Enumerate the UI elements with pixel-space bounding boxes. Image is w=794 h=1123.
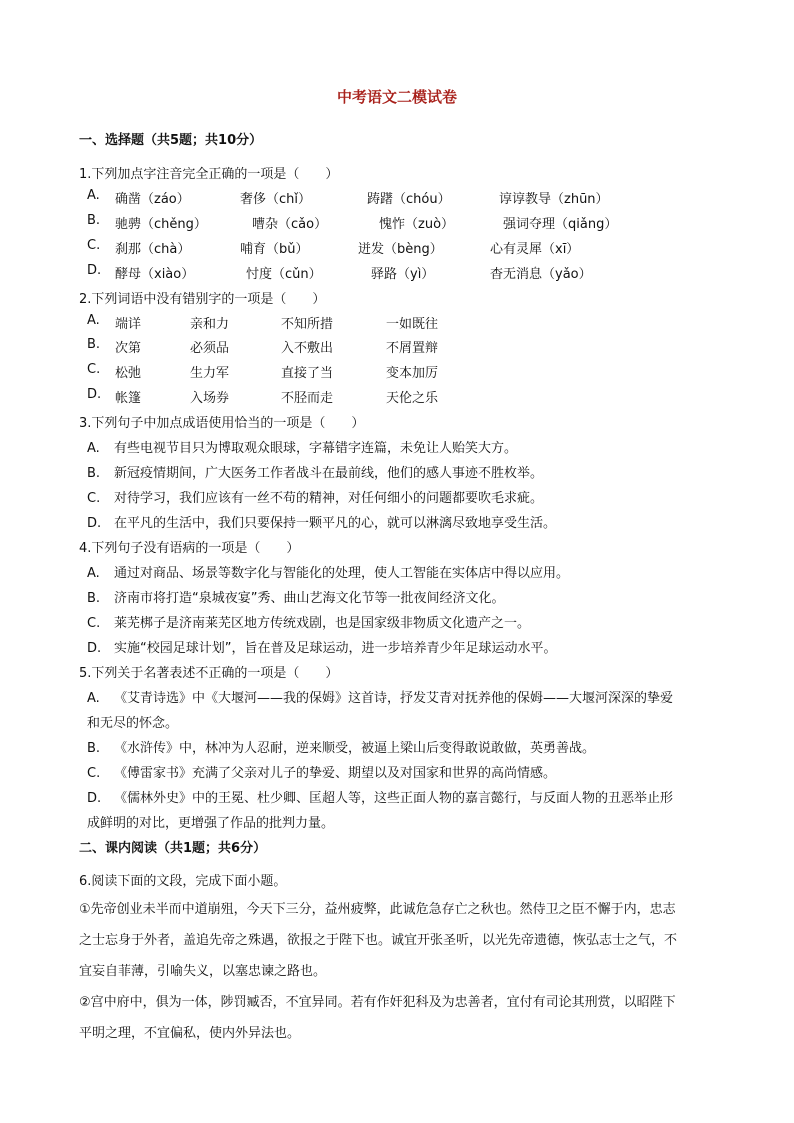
passage-line: ②宫中府中，俱为一体，陟罚臧否，不宜异同。若有作奸犯科及为忠善者，宜付有司论其刑赏，以昭陛下	[79, 995, 676, 1010]
option-label: B.	[87, 337, 101, 352]
option-cell: 杳无消息（yǎo）	[490, 267, 592, 282]
question-5-option-d[interactable]	[87, 787, 673, 806]
option-label: A.	[87, 691, 100, 706]
option-text: 实施“校园足球计划”，旨在普及足球运动，进一步培养青少年足球运动水平。	[114, 641, 557, 656]
passage-line: 平明之理，不宜偏私，使内外异法也。	[79, 1026, 301, 1041]
option-label: B.	[87, 741, 101, 756]
question-5-option-c[interactable]	[87, 762, 556, 781]
question-4-option-c[interactable]	[87, 612, 530, 631]
option-text: 《儒林外史》中的王冕、杜少卿、匡超人等，这些正面人物的嘉言懿行，与反面人物的丑恶举止形	[114, 791, 674, 806]
question-3-option-d[interactable]	[87, 512, 556, 531]
option-cell: 哺育（bǔ）	[240, 242, 309, 257]
option-cell: 变本加厉	[386, 366, 439, 381]
option-text: 对待学习，我们应该有一丝不苟的精神，对任何细小的问题都要吹毛求疵。	[114, 491, 544, 506]
option-cell: 迸发（bèng）	[358, 242, 443, 257]
option-label: D.	[87, 641, 102, 656]
option-label: C.	[87, 616, 101, 631]
passage-line: ①先帝创业未半而中道崩殂，今天下三分，益州疲弊，此诚危急存亡之秋也。然侍卫之臣不懈于内，忠志	[79, 902, 676, 917]
option-label: D.	[87, 516, 102, 531]
option-cell: 不屑置辩	[386, 341, 439, 356]
option-label: D.	[87, 791, 102, 806]
option-cell: 确凿（záo）	[115, 192, 190, 207]
option-label: A.	[87, 313, 100, 328]
option-text: 通过对商品、场景等数字化与智能化的处理，使人工智能在实体店中得以应用。	[114, 566, 570, 581]
question-6-stem: 6.阅读下面的文段，完成下面小题。	[79, 874, 287, 889]
option-cell: 愧怍（zuò）	[379, 217, 455, 232]
option-cell: 酵母（xiào）	[115, 267, 195, 282]
option-label: A.	[87, 188, 100, 203]
question-4-option-b[interactable]	[87, 587, 504, 606]
option-cell: 入不敷出	[281, 341, 334, 356]
option-cell: 驿路（yì）	[371, 267, 435, 282]
option-cell: 松弛	[115, 366, 142, 381]
question-5-option-a[interactable]	[87, 687, 673, 706]
option-cell: 直接了当	[281, 366, 334, 381]
option-text: 莱芜梆子是济南莱芜区地方传统戏剧，也是国家级非物质文化遗产之一。	[114, 616, 531, 631]
option-cell: 一如既往	[386, 317, 439, 332]
option-cell: 不胫而走	[281, 391, 334, 406]
option-cell: 心有灵犀（xī）	[490, 242, 580, 257]
option-cell: 不知所措	[281, 317, 334, 332]
passage-line: 宜妄自菲薄，引喻失义，以塞忠谏之路也。	[79, 964, 327, 979]
question-5-stem: 5.下列关于名著表述不正确的一项是（ ）	[79, 666, 339, 681]
option-text: 在平凡的生活中，我们只要保持一颗平凡的心，就可以淋漓尽致地享受生活。	[114, 516, 557, 531]
section-heading-reading: 二、课内阅读（共1题；共6分）	[79, 841, 267, 856]
option-cell: 驰骋（chěng）	[115, 217, 207, 232]
option-cell: 次第	[115, 341, 142, 356]
option-label: B.	[87, 213, 101, 228]
option-cell: 必须品	[190, 341, 230, 356]
question-3-option-a[interactable]	[87, 437, 517, 456]
option-text: 《艾青诗选》中《大堰河——我的保姆》这首诗，抒发艾青对抚养他的保姆——大堰河深深的挚爱	[114, 691, 674, 706]
option-label: D.	[87, 387, 102, 402]
option-label: B.	[87, 591, 101, 606]
passage-line: 之士忘身于外者，盖追先帝之殊遇，欲报之于陛下也。诚宜开张圣听，以光先帝遗德，恢弘志士之气，不	[79, 933, 678, 948]
option-text: 有些电视节目只为博取观众眼球，字幕错字连篇，未免让人贻笑大方。	[114, 441, 518, 456]
question-4-option-a[interactable]	[87, 562, 569, 581]
option-cell: 忖度（cǔn）	[246, 267, 322, 282]
option-text: 《傅雷家书》充满了父亲对儿子的挚爱、期望以及对国家和世界的高尚情感。	[114, 766, 557, 781]
option-label: A.	[87, 566, 100, 581]
option-cell: 生力军	[190, 366, 230, 381]
question-5-option-b[interactable]	[87, 737, 595, 756]
question-3-stem: 3.下列句子中加点成语使用恰当的一项是（ ）	[79, 416, 365, 431]
option-cell: 亲和力	[190, 317, 230, 332]
option-label: B.	[87, 466, 101, 481]
option-label: D.	[87, 263, 102, 278]
option-cell: 端详	[115, 317, 142, 332]
option-label: C.	[87, 766, 101, 781]
option-label: C.	[87, 362, 101, 377]
question-4-stem: 4.下列句子没有语病的一项是（ ）	[79, 541, 300, 556]
question-3-option-b[interactable]	[87, 462, 543, 481]
option-label: C.	[87, 491, 101, 506]
option-cell: 刹那（chà）	[115, 242, 191, 257]
option-cell: 强词夺理（qiǎng）	[503, 217, 618, 232]
option-cell: 奢侈（chǐ）	[240, 192, 311, 207]
question-3-option-c[interactable]	[87, 487, 543, 506]
question-2-stem: 2.下列词语中没有错别字的一项是（ ）	[79, 292, 326, 307]
question-1-stem: 1.下列加点字注音完全正确的一项是（ ）	[79, 167, 339, 182]
option-label: C.	[87, 238, 101, 253]
question-4-option-d[interactable]	[87, 637, 556, 656]
option-cell: 入场券	[190, 391, 230, 406]
option-text: 《水浒传》中，林冲为人忍耐，逆来顺受，被逼上梁山后变得敢说敢做，英勇善战。	[114, 741, 596, 756]
question-5-option-a-continued: 和无尽的怀念。	[87, 716, 179, 731]
option-label: A.	[87, 441, 100, 456]
option-cell: 帐篷	[115, 391, 142, 406]
option-cell: 天伦之乐	[386, 391, 439, 406]
page-title: 中考语文二模试卷	[336, 88, 457, 106]
option-text: 济南市将打造“泉城夜宴”秀、曲山艺海文化节等一批夜间经济文化。	[114, 591, 505, 606]
option-cell: 踌躇（chóu）	[367, 192, 451, 207]
question-5-option-d-continued: 成鲜明的对比，更增强了作品的批判力量。	[87, 816, 335, 831]
option-text: 新冠疫情期间，广大医务工作者战斗在最前线，他们的感人事迹不胜枚举。	[114, 466, 544, 481]
option-cell: 谆谆教导（zhūn）	[499, 192, 609, 207]
option-cell: 嘈杂（cǎo）	[252, 217, 328, 232]
section-heading-choice: 一、选择题（共5题；共10分）	[79, 133, 263, 148]
